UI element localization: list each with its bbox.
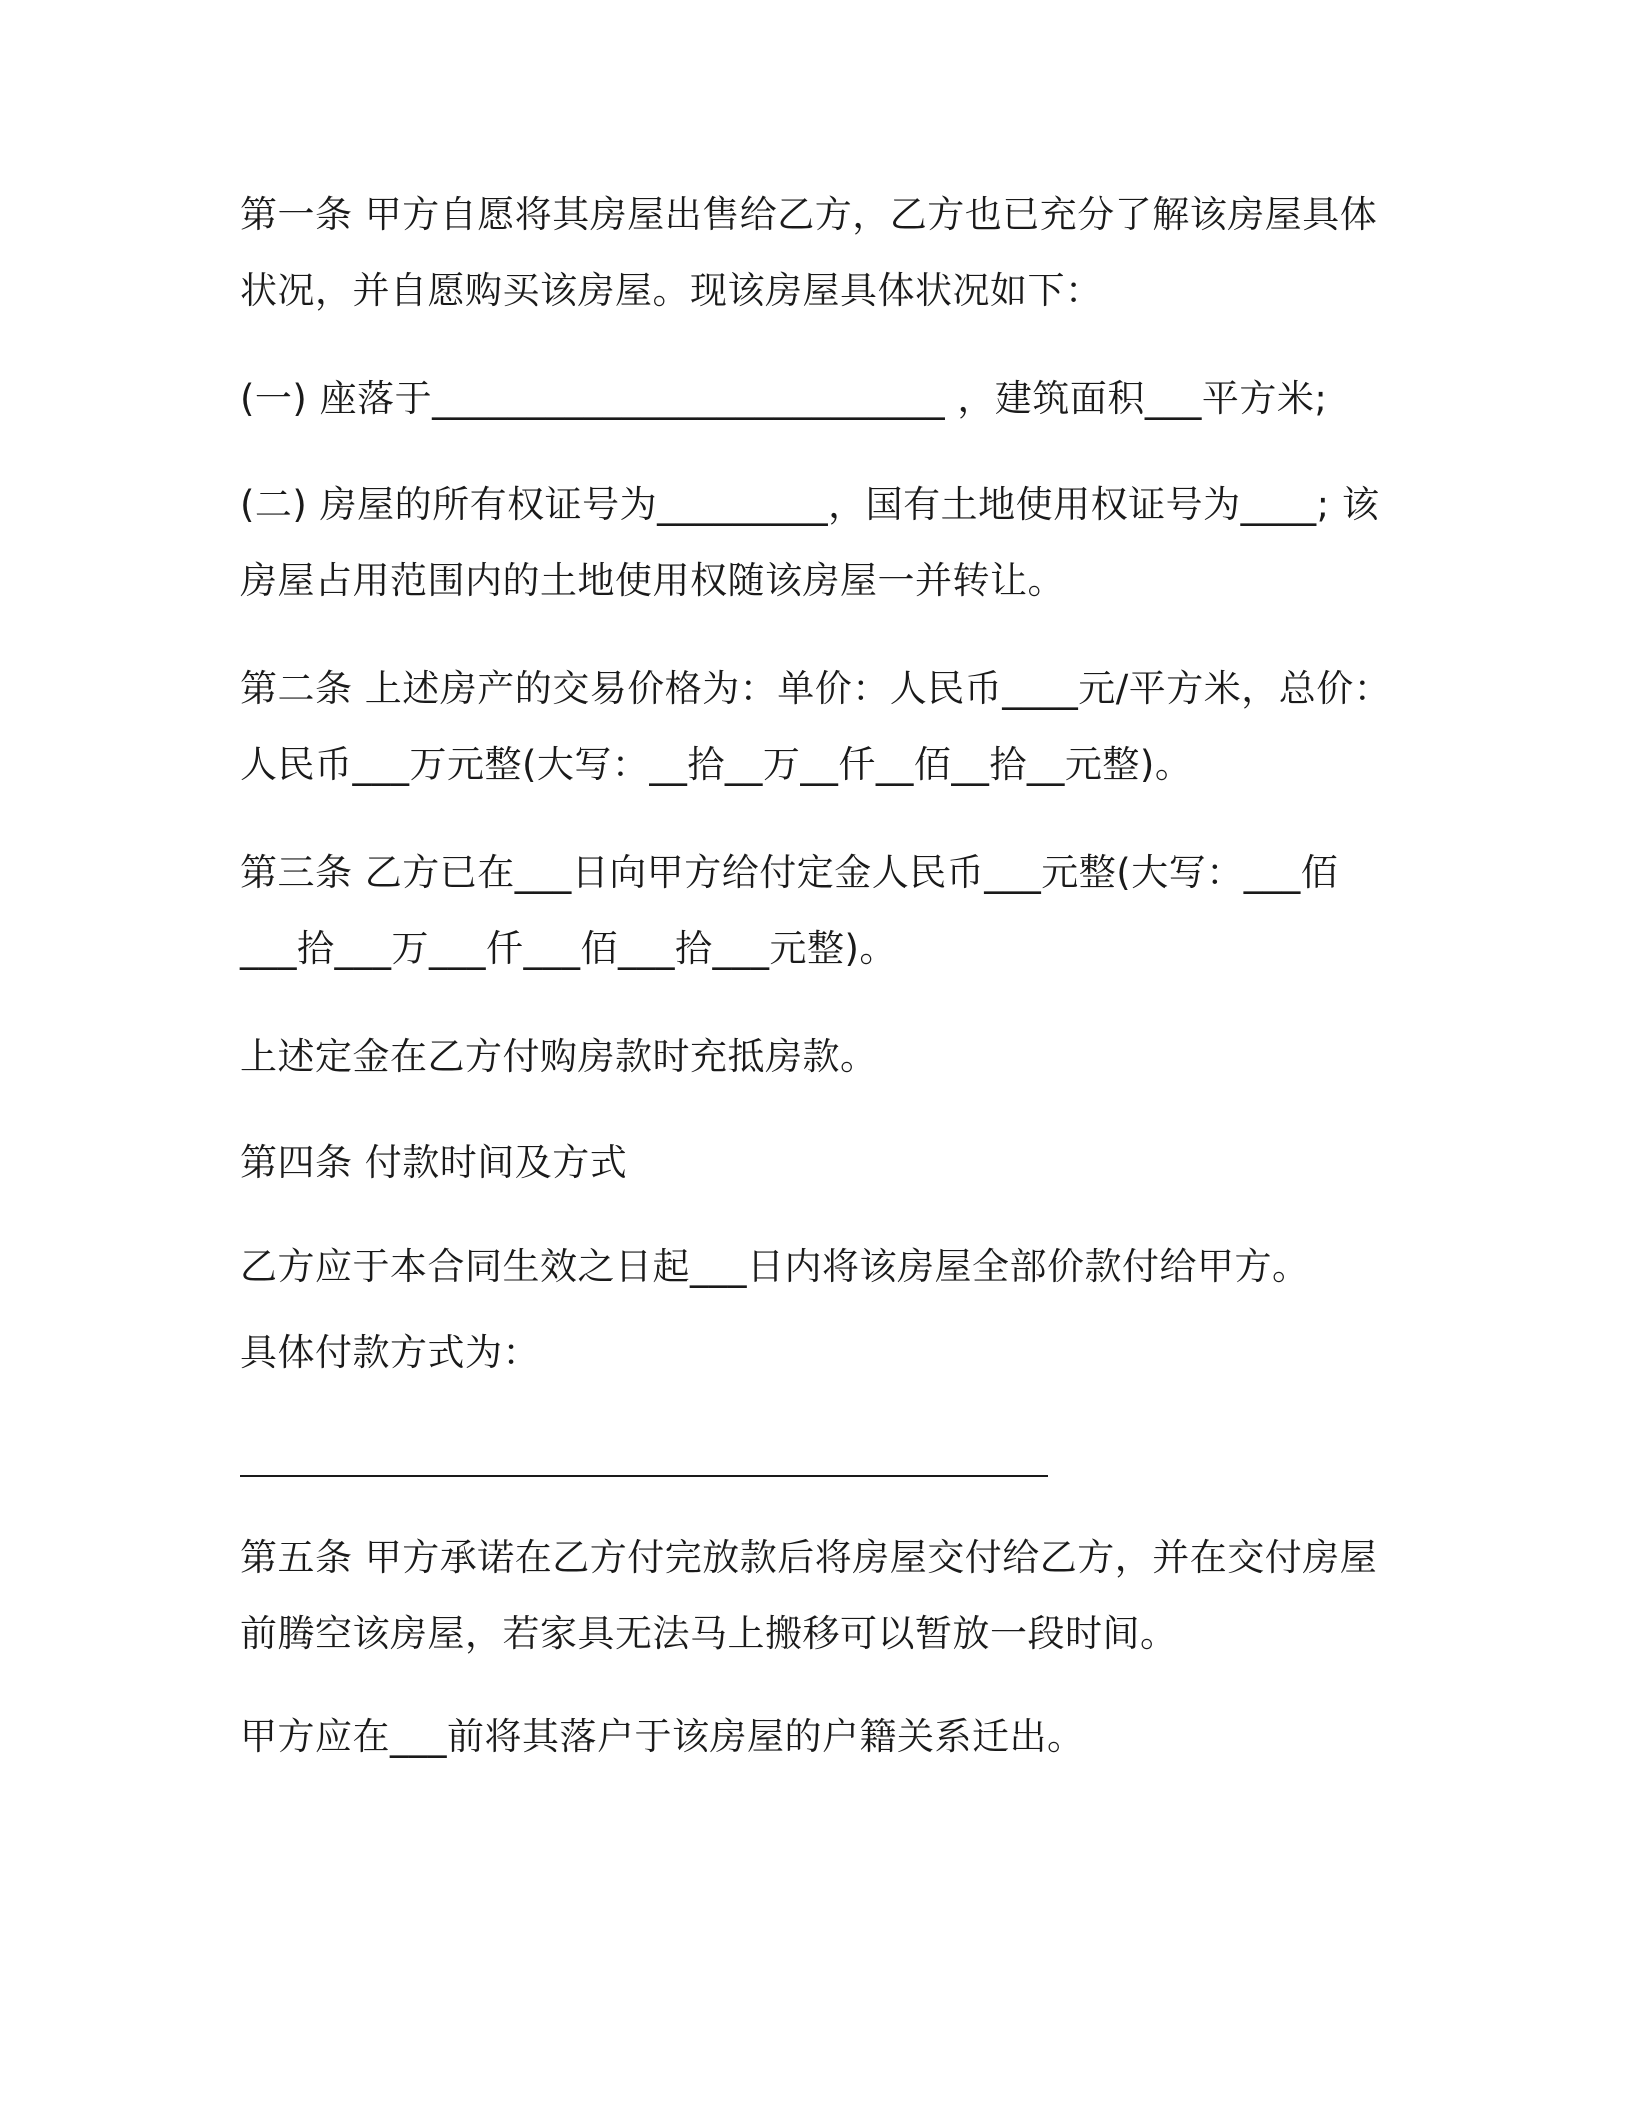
article-1-paragraph	[240, 177, 1377, 329]
article-1-item-1-line-1: (一) 座落于___________________________ ，建筑面积___平方米;	[240, 377, 1328, 420]
article-3-line-1: 第三条 乙方已在___日向甲方给付定金人民币___元整(大写：___佰	[240, 851, 1339, 894]
article-3-line-2: ___拾___万___仟___佰___拾___元整)。	[240, 927, 897, 970]
article-3-paragraph	[240, 835, 1338, 987]
payment-method-blank-line	[240, 1475, 1048, 1477]
deposit-note-line-1: 上述定金在乙方付购房款时充抵房款。	[240, 1035, 878, 1078]
household-registration-line-1: 甲方应在___前将其落户于该房屋的户籍关系迁出。	[240, 1715, 1085, 1758]
article-1-item-2-line-2: 房屋占用范围内的土地使用权随该房屋一并转让。	[240, 559, 1065, 602]
article-4-line-1: 第四条 付款时间及方式	[240, 1141, 628, 1184]
article-1-item-2-paragraph	[240, 467, 1379, 619]
article-5-line-2: 前腾空该房屋，若家具无法马上搬移可以暂放一段时间。	[240, 1612, 1178, 1655]
payment-deadline-line-1: 乙方应于本合同生效之日起___日内将该房屋全部价款付给甲方。	[240, 1245, 1310, 1288]
article-1-item-2-line-1: (二) 房屋的所有权证号为_________，国有土地使用权证号为____; 该	[240, 483, 1380, 526]
article-5-line-1: 第五条 甲方承诺在乙方付完放款后将房屋交付给乙方，并在交付房屋	[240, 1536, 1378, 1579]
payment-method-line-1: 具体付款方式为：	[240, 1331, 540, 1374]
article-5-paragraph	[240, 1520, 1377, 1672]
article-2-paragraph	[240, 651, 1391, 803]
article-2-line-1: 第二条 上述房产的交易价格为：单价：人民币____元/平方米，总价：	[240, 667, 1392, 710]
household-registration-paragraph	[240, 1699, 1085, 1775]
deposit-note-paragraph	[240, 1019, 878, 1095]
article-1-line-2: 状况，并自愿购买该房屋。现该房屋具体状况如下：	[240, 269, 1103, 312]
article-1-item-1-paragraph	[240, 361, 1327, 437]
payment-method-paragraph	[240, 1315, 540, 1391]
payment-deadline-paragraph	[240, 1229, 1310, 1305]
article-1-line-1: 第一条 甲方自愿将其房屋出售给乙方，乙方也已充分了解该房屋具体	[240, 193, 1378, 236]
article-2-line-2: 人民币___万元整(大写：__拾__万__仟__佰__拾__元整)。	[240, 743, 1193, 786]
article-4-heading	[240, 1125, 627, 1201]
